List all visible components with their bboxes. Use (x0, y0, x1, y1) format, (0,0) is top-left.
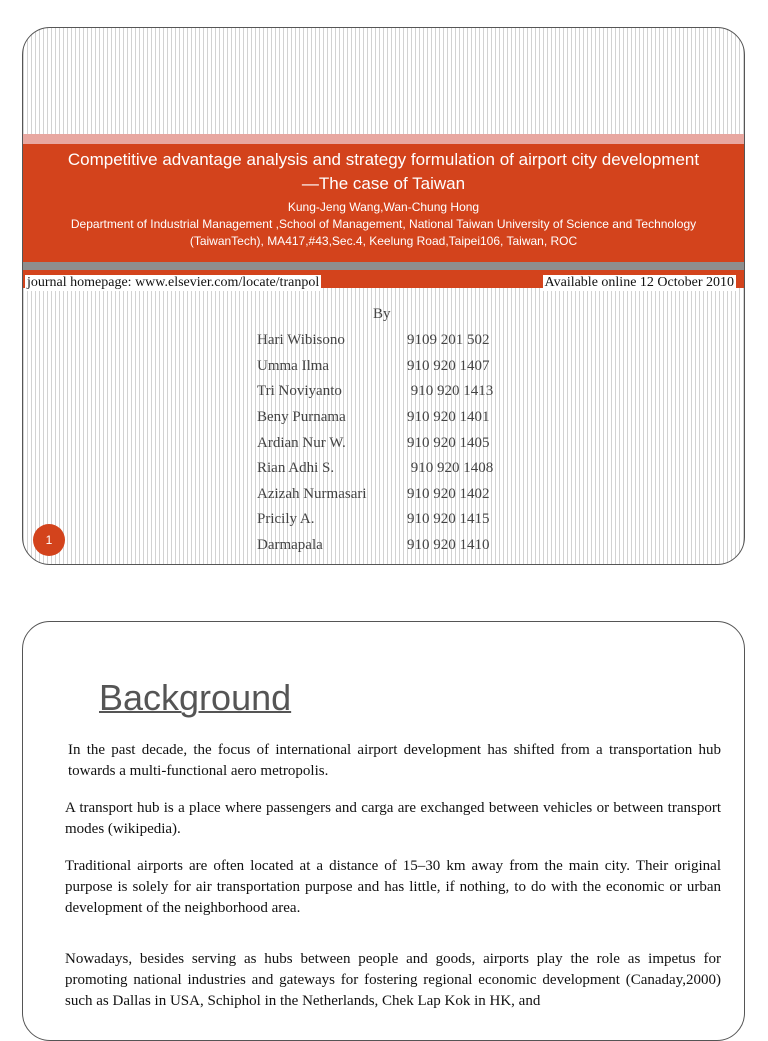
background-slide (22, 621, 745, 1041)
member-list (257, 328, 493, 558)
member-name: Ardian Nur W. (257, 434, 346, 451)
paper-authors: Kung-Jeng Wang,Wan-Chung Hong (287, 200, 480, 214)
member-row (257, 533, 493, 559)
journal-homepage: journal homepage: www.elsevier.com/locate/tranpol (27, 275, 320, 290)
member-row (257, 328, 493, 354)
pink-stripe (23, 134, 744, 144)
paper-title: Competitive advantage analysis and strategy formulation of airport city development —The case of Taiwan (67, 150, 700, 193)
member-name: Rian Adhi S. (257, 460, 335, 477)
member-name: Darmapala (257, 537, 323, 554)
member-row (257, 379, 493, 405)
member-number: 9109 201 502 (407, 332, 490, 349)
paper-affiliation: Department of Industrial Management ,School of Management, National Taiwan University of Science and Technology (TaiwanTech), MA417,#43,Sec.4, Keelung Road,Taipei106, Taiwan, ROC (70, 217, 697, 248)
member-row (257, 507, 493, 533)
member-number: 910 920 1415 (407, 511, 490, 528)
member-number: 910 920 1405 (407, 434, 490, 451)
member-number: 910 920 1410 (407, 537, 490, 554)
member-name: Umma Ilma (257, 357, 330, 374)
member-number: 910 920 1408 (407, 460, 494, 477)
slide-heading: Background (99, 677, 292, 718)
member-number: 910 920 1413 (407, 383, 494, 400)
available-online: Available online 12 October 2010 (544, 275, 734, 290)
member-number: 910 920 1407 (407, 357, 490, 374)
gray-band (23, 262, 744, 270)
member-number: 910 920 1402 (407, 485, 490, 502)
paragraph: Traditional airports are often located at a distance of 15–30 km away from the main city. Their original purpose is solely for air transportation purpose and has little, if nothing, to do with the economic or urban development of the neighborhood area. (65, 858, 721, 916)
member-row (257, 405, 493, 431)
member-name: Azizah Nurmasari (257, 485, 367, 502)
member-name: Beny Purnama (257, 409, 346, 426)
member-name: Hari Wibisono (257, 332, 345, 349)
title-slide (22, 27, 745, 565)
paragraph: Nowadays, besides serving as hubs between people and goods, airports play the role as impetus for promoting national industries and gateways for fostering regional economic development (Canaday,2000) such as Dallas in USA, Schiphol in the Netherlands, Chek Lap Kok in HK, and (65, 951, 721, 1009)
member-name: Tri Noviyanto (257, 383, 342, 400)
slide-number-badge: 1 (33, 524, 65, 556)
member-row (257, 456, 493, 482)
paragraph: A transport hub is a place where passengers and carga are exchanged between vehicles or between transport modes (wikipedia). (65, 800, 721, 837)
by-label: By (373, 306, 391, 322)
slide-body (65, 740, 721, 1012)
member-row (257, 430, 493, 456)
member-row (257, 482, 493, 508)
member-name: Pricily A. (257, 511, 315, 528)
member-row (257, 354, 493, 380)
paragraph: In the past decade, the focus of international airport development has shifted from a transportation hub towards a multi-functional aero metropolis. (68, 742, 721, 779)
member-number: 910 920 1401 (407, 409, 490, 426)
